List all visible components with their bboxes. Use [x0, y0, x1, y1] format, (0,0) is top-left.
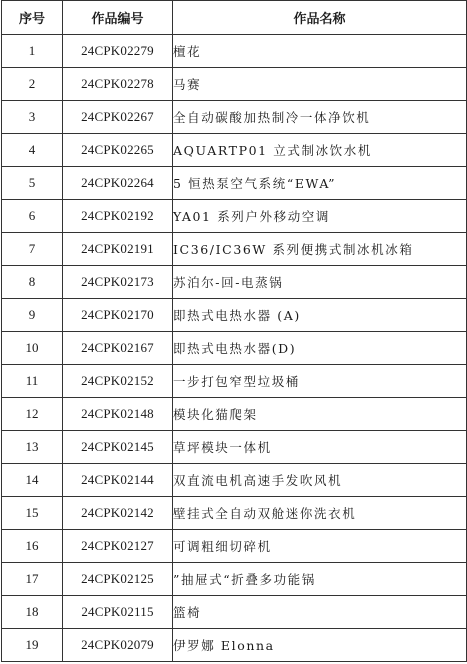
work-code-cell: 24CPK02279: [63, 35, 173, 68]
serial-number-cell: 15: [2, 497, 63, 530]
table-row: [2, 365, 467, 398]
serial-number-cell: 13: [2, 431, 63, 464]
work-code-cell: 24CPK02127: [63, 530, 173, 563]
serial-number-cell: 19: [2, 629, 63, 662]
works-table: [1, 0, 467, 662]
table-row: [2, 167, 467, 200]
work-code-cell: 24CPK02192: [63, 200, 173, 233]
table-row: [2, 68, 467, 101]
work-code-cell: 24CPK02142: [63, 497, 173, 530]
table-row: [2, 497, 467, 530]
work-name-cell: 双直流电机高速手发吹风机: [173, 464, 467, 497]
work-code-cell: 24CPK02152: [63, 365, 173, 398]
table-row: [2, 332, 467, 365]
header-work-code: 作品编号: [63, 1, 173, 35]
work-name-cell: 可调粗细切碎机: [173, 530, 467, 563]
table-row: [2, 596, 467, 629]
work-code-cell: 24CPK02278: [63, 68, 173, 101]
table-row: [2, 629, 467, 662]
work-code-cell: 24CPK02265: [63, 134, 173, 167]
serial-number-cell: 12: [2, 398, 63, 431]
table-row: [2, 101, 467, 134]
table-row: [2, 530, 467, 563]
work-name-cell: 马赛: [173, 68, 467, 101]
work-name-cell: 即热式电热水器 (A): [173, 299, 467, 332]
work-name-cell: 一步打包窄型垃圾桶: [173, 365, 467, 398]
table-row: [2, 563, 467, 596]
serial-number-cell: 17: [2, 563, 63, 596]
work-name-cell: 草坪模块一体机: [173, 431, 467, 464]
work-code-cell: 24CPK02167: [63, 332, 173, 365]
serial-number-cell: 11: [2, 365, 63, 398]
work-name-cell: AQUARTP01 立式制冰饮水机: [173, 134, 467, 167]
serial-number-cell: 8: [2, 266, 63, 299]
work-code-cell: 24CPK02145: [63, 431, 173, 464]
work-code-cell: 24CPK02173: [63, 266, 173, 299]
table-row: [2, 200, 467, 233]
work-name-cell: 5 恒热泵空气系统“EWA”: [173, 167, 467, 200]
work-name-cell: 模块化猫爬架: [173, 398, 467, 431]
table-body: [2, 35, 467, 662]
work-code-cell: 24CPK02148: [63, 398, 173, 431]
work-name-cell: 伊罗娜 Elonna: [173, 629, 467, 662]
table-header: [2, 1, 467, 35]
serial-number-cell: 9: [2, 299, 63, 332]
work-code-cell: 24CPK02267: [63, 101, 173, 134]
work-code-cell: 24CPK02125: [63, 563, 173, 596]
serial-number-cell: 18: [2, 596, 63, 629]
serial-number-cell: 6: [2, 200, 63, 233]
table-row: [2, 266, 467, 299]
table-row: [2, 35, 467, 68]
serial-number-cell: 14: [2, 464, 63, 497]
serial-number-cell: 4: [2, 134, 63, 167]
work-name-cell: 篮椅: [173, 596, 467, 629]
work-code-cell: 24CPK02264: [63, 167, 173, 200]
header-serial-number: 序号: [2, 1, 63, 35]
work-name-cell: 苏泊尔-回-电蒸锅: [173, 266, 467, 299]
work-code-cell: 24CPK02079: [63, 629, 173, 662]
header-work-name: 作品名称: [173, 1, 467, 35]
work-code-cell: 24CPK02191: [63, 233, 173, 266]
serial-number-cell: 10: [2, 332, 63, 365]
table-row: [2, 398, 467, 431]
table-row: [2, 464, 467, 497]
work-code-cell: 24CPK02170: [63, 299, 173, 332]
serial-number-cell: 2: [2, 68, 63, 101]
table-row: [2, 431, 467, 464]
serial-number-cell: 1: [2, 35, 63, 68]
serial-number-cell: 7: [2, 233, 63, 266]
work-name-cell: YA01 系列户外移动空调: [173, 200, 467, 233]
work-name-cell: 檀花: [173, 35, 467, 68]
work-name-cell: 即热式电热水器(D): [173, 332, 467, 365]
work-name-cell: 全自动碳酸加热制冷一体净饮机: [173, 101, 467, 134]
serial-number-cell: 5: [2, 167, 63, 200]
work-code-cell: 24CPK02115: [63, 596, 173, 629]
table-row: [2, 233, 467, 266]
work-code-cell: 24CPK02144: [63, 464, 173, 497]
table-row: [2, 299, 467, 332]
serial-number-cell: 3: [2, 101, 63, 134]
work-name-cell: 壁挂式全自动双舱迷你洗衣机: [173, 497, 467, 530]
table-row: [2, 134, 467, 167]
work-name-cell: IC36/IC36W 系列便携式制冰机冰箱: [173, 233, 467, 266]
header-row: [2, 1, 467, 35]
work-name-cell: ”抽屉式“折叠多功能锅: [173, 563, 467, 596]
serial-number-cell: 16: [2, 530, 63, 563]
